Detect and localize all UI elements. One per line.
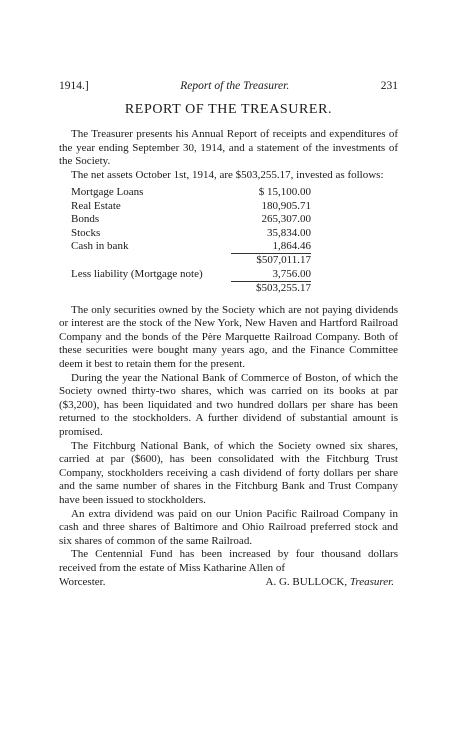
body-paragraph: The Centennial Fund has been increased by four thousand dollars received from the estate of Miss Katharine Allen of xyxy=(59,548,398,574)
treasurer-role: Treasurer. xyxy=(349,575,394,588)
body-paragraph: The Fitchburg National Bank, of which the Society owned six shares, carried at par ($600), has been consolidated with the Fitchburg Trust Company, stockholders receiving a cash dividend of forty dollars per share and the same number of shares in the Fitchburg Bank and Trust Company have been issued to stockholders. xyxy=(59,439,398,506)
signature-line xyxy=(59,576,398,590)
ledger-label: Stocks xyxy=(71,226,101,239)
ledger-amount: 180,905.71 xyxy=(261,199,311,212)
signature-block xyxy=(266,576,398,590)
ledger-amount: 35,834.00 xyxy=(267,226,311,239)
header-section-title: Report of the Treasurer. xyxy=(180,80,290,92)
running-header xyxy=(59,80,398,92)
ledger-row xyxy=(59,227,398,240)
signature-place: Worcester. xyxy=(59,575,106,588)
ledger-row xyxy=(59,200,398,213)
liability-label: Less liability (Mortgage note) xyxy=(71,267,203,280)
page-number: 231 xyxy=(380,80,398,92)
ledger-subtotal: $507,011.17 xyxy=(256,254,311,267)
ledger-liability-row xyxy=(59,268,398,281)
body-paragraph: During the year the National Bank of Commerce of Boston, of which the Society owned thirty-two shares, which was carried on its books at par ($3,200), has been liquidated and two hundred dollars per share has been returned to the stockholders. A further dividend of substantial amount is promised. xyxy=(59,371,398,438)
ledger-row xyxy=(59,213,398,226)
ledger-row xyxy=(59,240,398,253)
ledger-amount: $ 15,100.00 xyxy=(258,186,311,199)
ledger-amount: 265,307.00 xyxy=(261,213,311,226)
header-year: 1914.] xyxy=(59,80,89,92)
investments-ledger xyxy=(59,186,398,295)
ledger-row xyxy=(59,186,398,199)
treasurer-name: A. G. BULLOCK, xyxy=(265,575,348,588)
ledger-total: $503,255.17 xyxy=(256,282,311,295)
ledger-label: Cash in bank xyxy=(71,240,129,252)
body-paragraph: The only securities owned by the Society which are not paying dividends or interest are the stock of the New York, New Haven and Hartford Railroad Company and the bonds of the Père Marquette Railroad Company. Both of these securities were bought many years ago, and the Finance Committee deem it best to retain them for the present. xyxy=(59,303,398,370)
net-assets-paragraph: The net assets October 1st, 1914, are $503,255.17, invested as follows: xyxy=(71,168,384,181)
liability-amount: 3,756.00 xyxy=(272,267,311,280)
ledger-subtotal-row xyxy=(59,254,398,267)
ledger-label: Real Estate xyxy=(71,199,121,212)
ledger-total-row xyxy=(59,282,398,295)
intro-paragraph: The Treasurer presents his Annual Report of receipts and expenditures of the year ending September 30, 1914, and a statement of the investments of the Society. xyxy=(59,128,398,168)
ledger-label: Mortgage Loans xyxy=(71,186,144,199)
ledger-label: Bonds xyxy=(71,213,100,226)
report-title: REPORT OF THE TREASURER. xyxy=(124,102,333,117)
body-paragraph: An extra dividend was paid on our Union Pacific Railroad Company in cash and three shares of Baltimore and Ohio Railroad preferred stock and six shares of common of the same Railroad. xyxy=(59,507,398,547)
ledger-amount: 1,864.46 xyxy=(272,240,311,252)
